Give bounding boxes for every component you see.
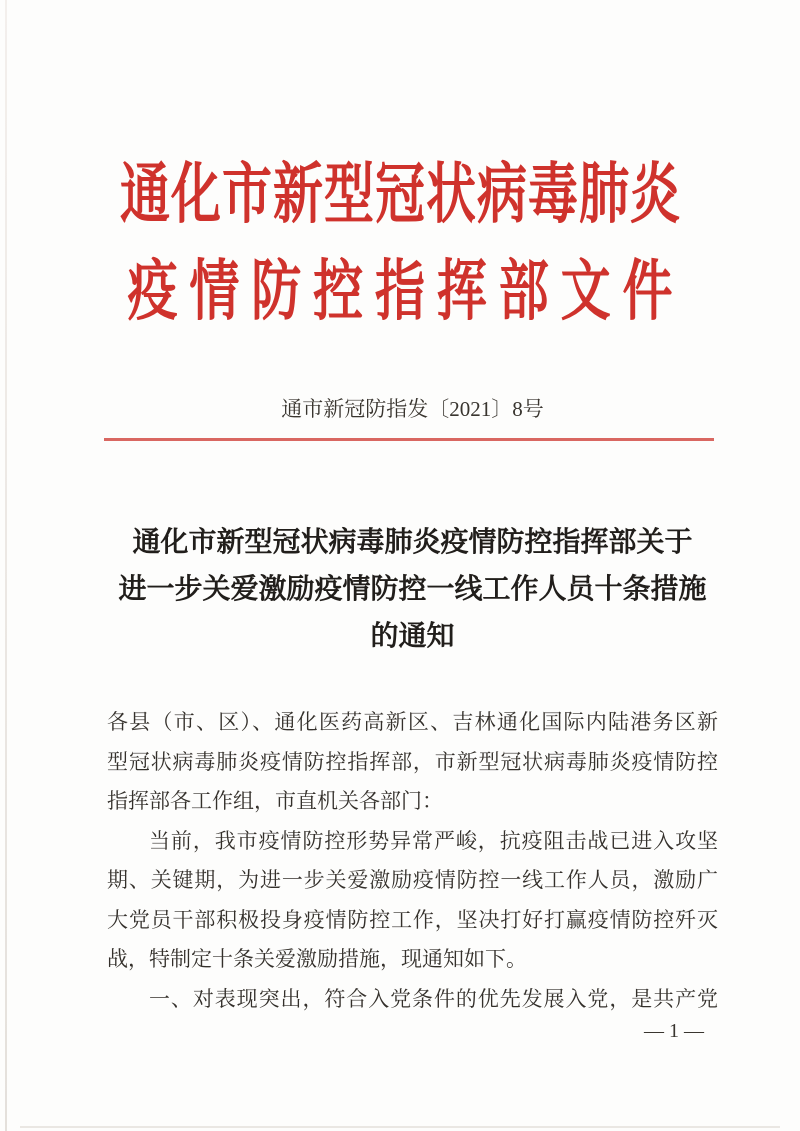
- body-line: 战，特制定十条关爱激励措施，现通知如下。: [107, 947, 527, 971]
- red-divider-line: [104, 438, 714, 441]
- page-number: — 1 —: [644, 1020, 704, 1042]
- document-title-line-2: 进一步关爱激励疫情防控一线工作人员十条措施: [118, 574, 707, 605]
- body-line: 指挥部各工作组，市直机关各部门：: [107, 789, 443, 813]
- document-body: [107, 703, 718, 1019]
- red-letterhead: [0, 146, 800, 340]
- body-line: 型冠状病毒肺炎疫情防控指挥部，市新型冠状病毒肺炎疫情防控: [107, 749, 718, 774]
- scan-edge-bottom-artifact: [20, 1126, 780, 1128]
- document-reference-number: 通市新冠防指发〔2021〕8号: [281, 397, 544, 421]
- body-line: 大党员干部积极投身疫情防控工作，坚决打好打赢疫情防控歼灭: [107, 907, 718, 932]
- document-title: [95, 519, 730, 660]
- letterhead-line-1: 通化市新型冠状病毒肺炎: [120, 156, 680, 231]
- body-line: 各县（市、区）、通化医药高新区、吉林通化国际内陆港务区新: [107, 710, 718, 734]
- document-title-line-1: 通化市新型冠状病毒肺炎疫情防控指挥部关于: [132, 527, 693, 558]
- body-line: 一、对表现突出，符合入党条件的优先发展入党，是共产党: [149, 986, 718, 1011]
- body-line: 期、关键期，为进一步关爱激励疫情防控一线工作人员，激励广: [107, 868, 718, 892]
- body-line: 当前，我市疫情防控形势异常严峻，抗疫阻击战已进入攻坚: [149, 828, 718, 853]
- document-title-line-3: 的通知: [370, 621, 455, 652]
- letterhead-line-2: 疫情防控指挥部文件: [127, 253, 673, 328]
